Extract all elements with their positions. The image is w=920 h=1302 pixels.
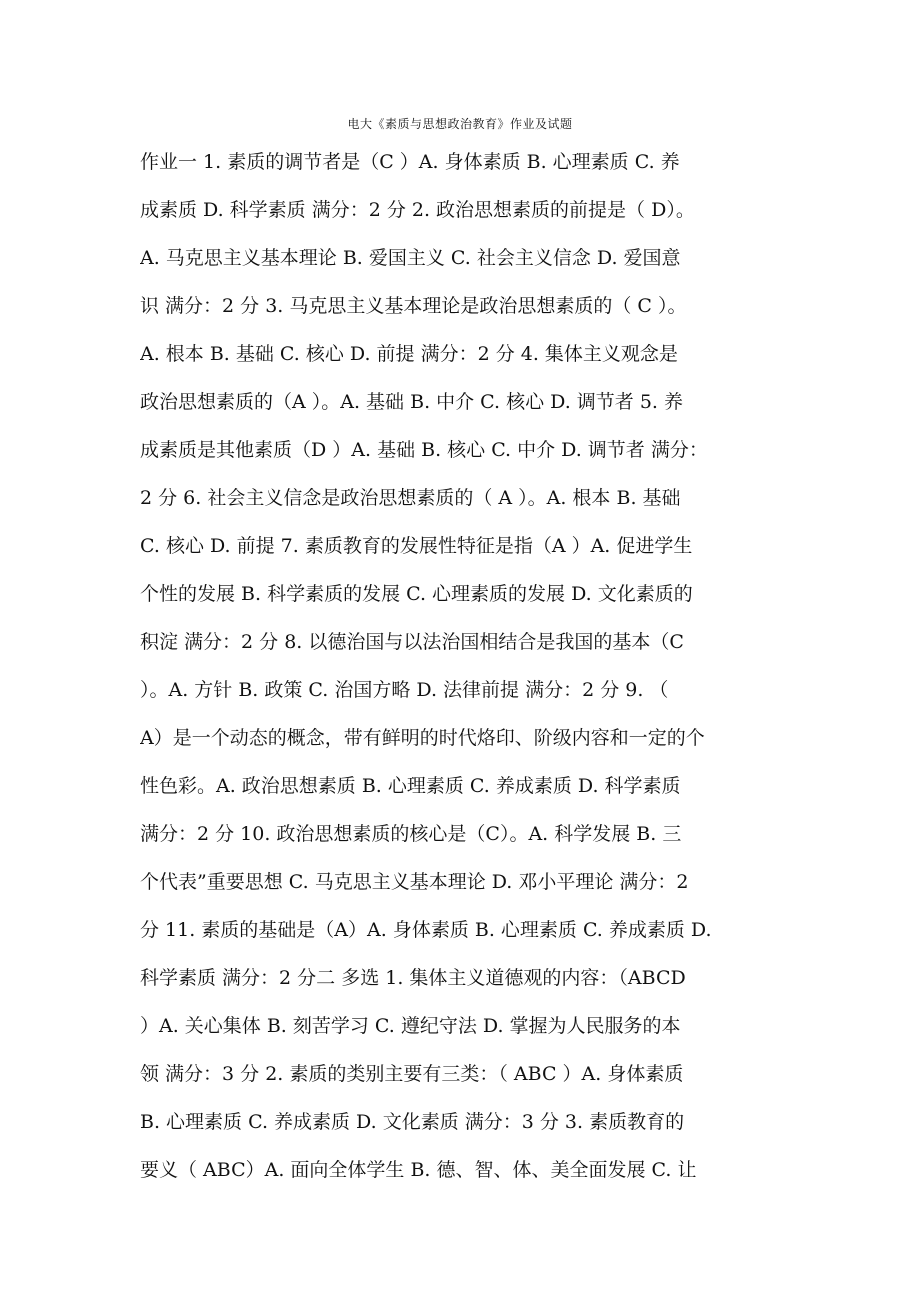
document-body (140, 142, 790, 1198)
body-line: ）。A. 方针 B. 政策 C. 治国方略 D. 法律前提 满分：2 分 9. （ (140, 679, 669, 701)
body-line: 领 满分：3 分 2. 素质的类别主要有三类：（ ABC ）A. 身体素质 (140, 1063, 684, 1085)
body-line: A. 根本 B. 基础 C. 核心 D. 前提 满分：2 分 4. 集体主义观念是 (140, 343, 678, 365)
body-line: 科学素质 满分：2 分二 多选 1. 集体主义道德观的内容：（ABCD (140, 967, 686, 989)
body-line: 性色彩。A. 政治思想素质 B. 心理素质 C. 养成素质 D. 科学素质 (140, 775, 681, 797)
body-line: 成素质是其他素质（D ）A. 基础 B. 核心 C. 中介 D. 调节者 满分： (140, 439, 708, 461)
body-line: 分 11. 素质的基础是（A）A. 身体素质 B. 心理素质 C. 养成素质 D. (140, 919, 712, 941)
body-line: 作业一 1. 素质的调节者是（C ）A. 身体素质 B. 心理素质 C. 养 (140, 151, 680, 173)
body-line: B. 心理素质 C. 养成素质 D. 文化素质 满分：3 分 3. 素质教育的 (140, 1111, 685, 1133)
body-line: 成素质 D. 科学素质 满分：2 分 2. 政治思想素质的前提是（ D）。 (140, 199, 695, 221)
body-line: 满分：2 分 10. 政治思想素质的核心是（C）。A. 科学发展 B. 三 (140, 823, 682, 845)
body-line: C. 核心 D. 前提 7. 素质教育的发展性特征是指（A ）A. 促进学生 (140, 535, 693, 557)
body-line: 要义（ ABC）A. 面向全体学生 B. 德、智、体、美全面发展 C. 让 (140, 1159, 697, 1181)
body-line: 识 满分：2 分 3. 马克思主义基本理论是政治思想素质的（ C ）。 (140, 295, 687, 317)
body-line: 个代表”重要思想 C. 马克思主义基本理论 D. 邓小平理论 满分：2 (140, 871, 689, 893)
body-line: ）A. 关心集体 B. 刻苦学习 C. 遵纪守法 D. 掌握为人民服务的本 (140, 1015, 681, 1037)
body-line: A. 马克思主义基本理论 B. 爱国主义 C. 社会主义信念 D. 爱国意 (140, 247, 681, 269)
document-title: 电大《素质与思想政治教育》作业及试题 (347, 117, 573, 131)
body-line: 政治思想素质的（A ）。A. 基础 B. 中介 C. 核心 D. 调节者 5. 养 (140, 391, 684, 413)
body-line: 积淀 满分：2 分 8. 以德治国与以法治国相结合是我国的基本（C (140, 631, 684, 653)
body-line: 个性的发展 B. 科学素质的发展 C. 心理素质的发展 D. 文化素质的 (140, 583, 693, 605)
body-line: 2 分 6. 社会主义信念是政治思想素质的（ A ）。A. 根本 B. 基础 (140, 487, 681, 509)
body-line: A）是一个动态的概念，带有鲜明的时代烙印、阶级内容和一定的个 (140, 727, 705, 749)
